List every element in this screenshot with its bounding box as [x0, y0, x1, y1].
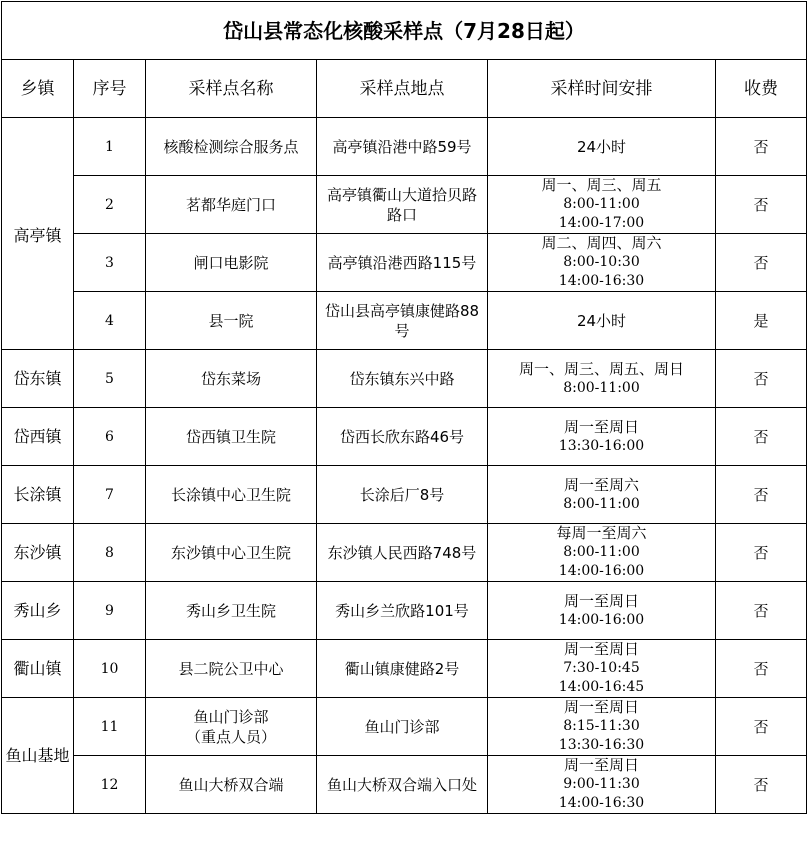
schedule-cell	[488, 698, 716, 756]
site-address-line: 高亭镇沿港西路115号	[327, 253, 477, 272]
schedule-cell	[488, 292, 716, 350]
site-name-line: 岱西镇卫生院	[185, 427, 276, 446]
table-row	[2, 524, 807, 582]
seq-cell: 4	[74, 292, 146, 350]
site-address-line: 秀山乡兰欣路101号	[335, 601, 469, 620]
site-address-cell	[317, 350, 488, 408]
site-address-cell	[317, 234, 488, 292]
site-address-cell	[317, 698, 488, 756]
fee-cell: 否	[716, 466, 807, 524]
site-address-cell	[317, 176, 488, 234]
schedule-line: 每周一至周六	[556, 524, 647, 542]
seq-cell: 7	[74, 466, 146, 524]
schedule-line: 13:30-16:30	[558, 737, 645, 753]
schedule-line: 8:00-11:00	[563, 379, 640, 396]
site-name-line: 核酸检测综合服务点	[163, 137, 299, 156]
schedule-line: 周一、周三、周五、周日	[518, 359, 684, 378]
schedule-cell	[488, 756, 716, 814]
site-name-line: 东沙镇中心卫生院	[170, 543, 291, 562]
fee-cell: 否	[716, 582, 807, 640]
table-title: 岱山县常态化核酸采样点（7月28日起）	[2, 2, 807, 60]
table-row	[2, 408, 807, 466]
table-row	[2, 640, 807, 698]
schedule-cell	[488, 350, 716, 408]
schedule-line: 8:00-11:00	[563, 196, 640, 212]
schedule-line: 周一至周六	[563, 475, 639, 494]
schedule-cell	[488, 408, 716, 466]
seq-cell: 11	[74, 698, 146, 756]
site-address-line: 鱼山大桥双合端入口处	[326, 775, 477, 794]
schedule-cell	[488, 466, 716, 524]
site-address-line: 鱼山门诊部	[364, 717, 440, 736]
fee-cell: 否	[716, 350, 807, 408]
site-address-cell	[317, 118, 488, 176]
site-name-cell	[146, 408, 317, 466]
schedule-line: 周一、周三、周五	[541, 176, 662, 194]
header-row	[2, 60, 807, 118]
town-cell-qushan: 衢山镇	[2, 640, 74, 698]
site-name-cell	[146, 176, 317, 234]
table-row	[2, 582, 807, 640]
site-name-cell	[146, 234, 317, 292]
site-name-line: 闸口电影院	[193, 253, 269, 272]
fee-cell: 否	[716, 176, 807, 234]
site-address-cell	[317, 408, 488, 466]
site-name-cell	[146, 292, 317, 350]
schedule-line: 8:00-11:00	[563, 495, 640, 512]
schedule-line: 周一至周日	[563, 698, 639, 716]
seq-cell: 12	[74, 756, 146, 814]
header-name: 采样点名称	[146, 60, 317, 118]
schedule-cell	[488, 176, 716, 234]
schedule-line: 8:15-11:30	[563, 718, 640, 734]
seq-cell: 2	[74, 176, 146, 234]
site-name-cell	[146, 582, 317, 640]
site-name-line: 鱼山大桥双合端	[178, 775, 284, 794]
site-address-cell	[317, 640, 488, 698]
site-name-cell	[146, 524, 317, 582]
fee-cell: 否	[716, 640, 807, 698]
schedule-line: 周一至周日	[563, 640, 639, 658]
site-name-line: （重点人员）	[185, 727, 276, 746]
seq-cell: 5	[74, 350, 146, 408]
site-address-line: 岱山县高亭镇康健路88	[324, 301, 480, 320]
schedule-line: 7:30-10:45	[563, 660, 640, 676]
header-town: 乡镇	[2, 60, 74, 118]
site-address-line: 号	[394, 321, 410, 340]
town-cell-yushan: 鱼山基地	[2, 698, 74, 814]
site-name-line: 县一院	[208, 311, 254, 330]
seq-cell: 10	[74, 640, 146, 698]
site-name-line: 秀山乡卫生院	[185, 601, 276, 620]
seq-cell: 8	[74, 524, 146, 582]
seq-cell: 3	[74, 234, 146, 292]
site-address-cell	[317, 756, 488, 814]
schedule-cell	[488, 640, 716, 698]
schedule-cell	[488, 234, 716, 292]
schedule-line: 周一至周日	[563, 591, 639, 610]
schedule-cell	[488, 582, 716, 640]
schedule-line: 周二、周四、周六	[541, 234, 662, 252]
schedule-line: 14:00-17:00	[558, 215, 645, 231]
schedule-line: 8:00-11:00	[563, 544, 640, 560]
schedule-line: 9:00-11:30	[563, 776, 640, 792]
table-row	[2, 466, 807, 524]
site-address-cell	[317, 524, 488, 582]
site-name-line: 县二院公卫中心	[178, 659, 284, 678]
town-cell-xiushan: 秀山乡	[2, 582, 74, 640]
site-name-cell	[146, 640, 317, 698]
fee-cell: 否	[716, 234, 807, 292]
site-name-line: 茗都华庭门口	[185, 195, 276, 214]
fee-cell: 否	[716, 698, 807, 756]
seq-cell: 1	[74, 118, 146, 176]
town-cell-daixi: 岱西镇	[2, 408, 74, 466]
site-address-line: 高亭镇衢山大道拾贝路	[326, 185, 477, 204]
header-address: 采样点地点	[317, 60, 488, 118]
town-cell-dongsha: 东沙镇	[2, 524, 74, 582]
table-row	[2, 292, 807, 350]
schedule-line: 周一至周日	[563, 417, 639, 436]
table-row	[2, 176, 807, 234]
schedule-line: 14:00-16:00	[558, 611, 645, 628]
site-address-cell	[317, 582, 488, 640]
schedule-line: 24小时	[576, 137, 627, 156]
schedule-line: 14:00-16:45	[558, 679, 645, 695]
site-name-cell	[146, 118, 317, 176]
schedule-line: 14:00-16:00	[558, 563, 645, 579]
site-address-line: 衢山镇康健路2号	[344, 659, 460, 678]
schedule-line: 周一至周日	[563, 756, 639, 774]
site-name-line: 长涂镇中心卫生院	[170, 485, 291, 504]
title-row	[2, 2, 807, 60]
sampling-sites-table	[1, 1, 807, 814]
fee-cell: 否	[716, 524, 807, 582]
site-address-line: 高亭镇沿港中路59号	[332, 137, 472, 156]
fee-cell: 否	[716, 118, 807, 176]
fee-cell: 否	[716, 408, 807, 466]
site-name-line: 鱼山门诊部	[193, 707, 269, 726]
site-name-cell	[146, 350, 317, 408]
site-name-cell	[146, 756, 317, 814]
fee-cell: 否	[716, 756, 807, 814]
site-address-cell	[317, 466, 488, 524]
fee-cell: 是	[716, 292, 807, 350]
table-row	[2, 756, 807, 814]
table-row	[2, 698, 807, 756]
table-row	[2, 234, 807, 292]
town-cell-daidong: 岱东镇	[2, 350, 74, 408]
header-fee: 收费	[716, 60, 807, 118]
site-address-cell	[317, 292, 488, 350]
header-schedule: 采样时间安排	[488, 60, 716, 118]
schedule-line: 24小时	[576, 311, 627, 330]
site-name-cell	[146, 466, 317, 524]
schedule-line: 13:30-16:00	[558, 437, 645, 454]
table-row	[2, 350, 807, 408]
site-address-line: 长涂后厂8号	[359, 485, 445, 504]
schedule-cell	[488, 524, 716, 582]
table-row	[2, 118, 807, 176]
site-address-line: 岱西长欣东路46号	[339, 427, 465, 446]
town-cell-gaoting: 高亭镇	[2, 118, 74, 350]
schedule-line: 14:00-16:30	[558, 795, 645, 811]
schedule-cell	[488, 118, 716, 176]
site-name-cell	[146, 698, 317, 756]
site-address-line: 东沙镇人民西路748号	[327, 543, 477, 562]
header-seq: 序号	[74, 60, 146, 118]
site-address-line: 岱东镇东兴中路	[349, 369, 455, 388]
site-name-line: 岱东菜场	[200, 369, 261, 388]
schedule-line: 14:00-16:30	[558, 273, 645, 289]
seq-cell: 9	[74, 582, 146, 640]
site-address-line: 路口	[386, 205, 417, 224]
seq-cell: 6	[74, 408, 146, 466]
schedule-line: 8:00-10:30	[563, 254, 640, 270]
town-cell-changtu: 长涂镇	[2, 466, 74, 524]
